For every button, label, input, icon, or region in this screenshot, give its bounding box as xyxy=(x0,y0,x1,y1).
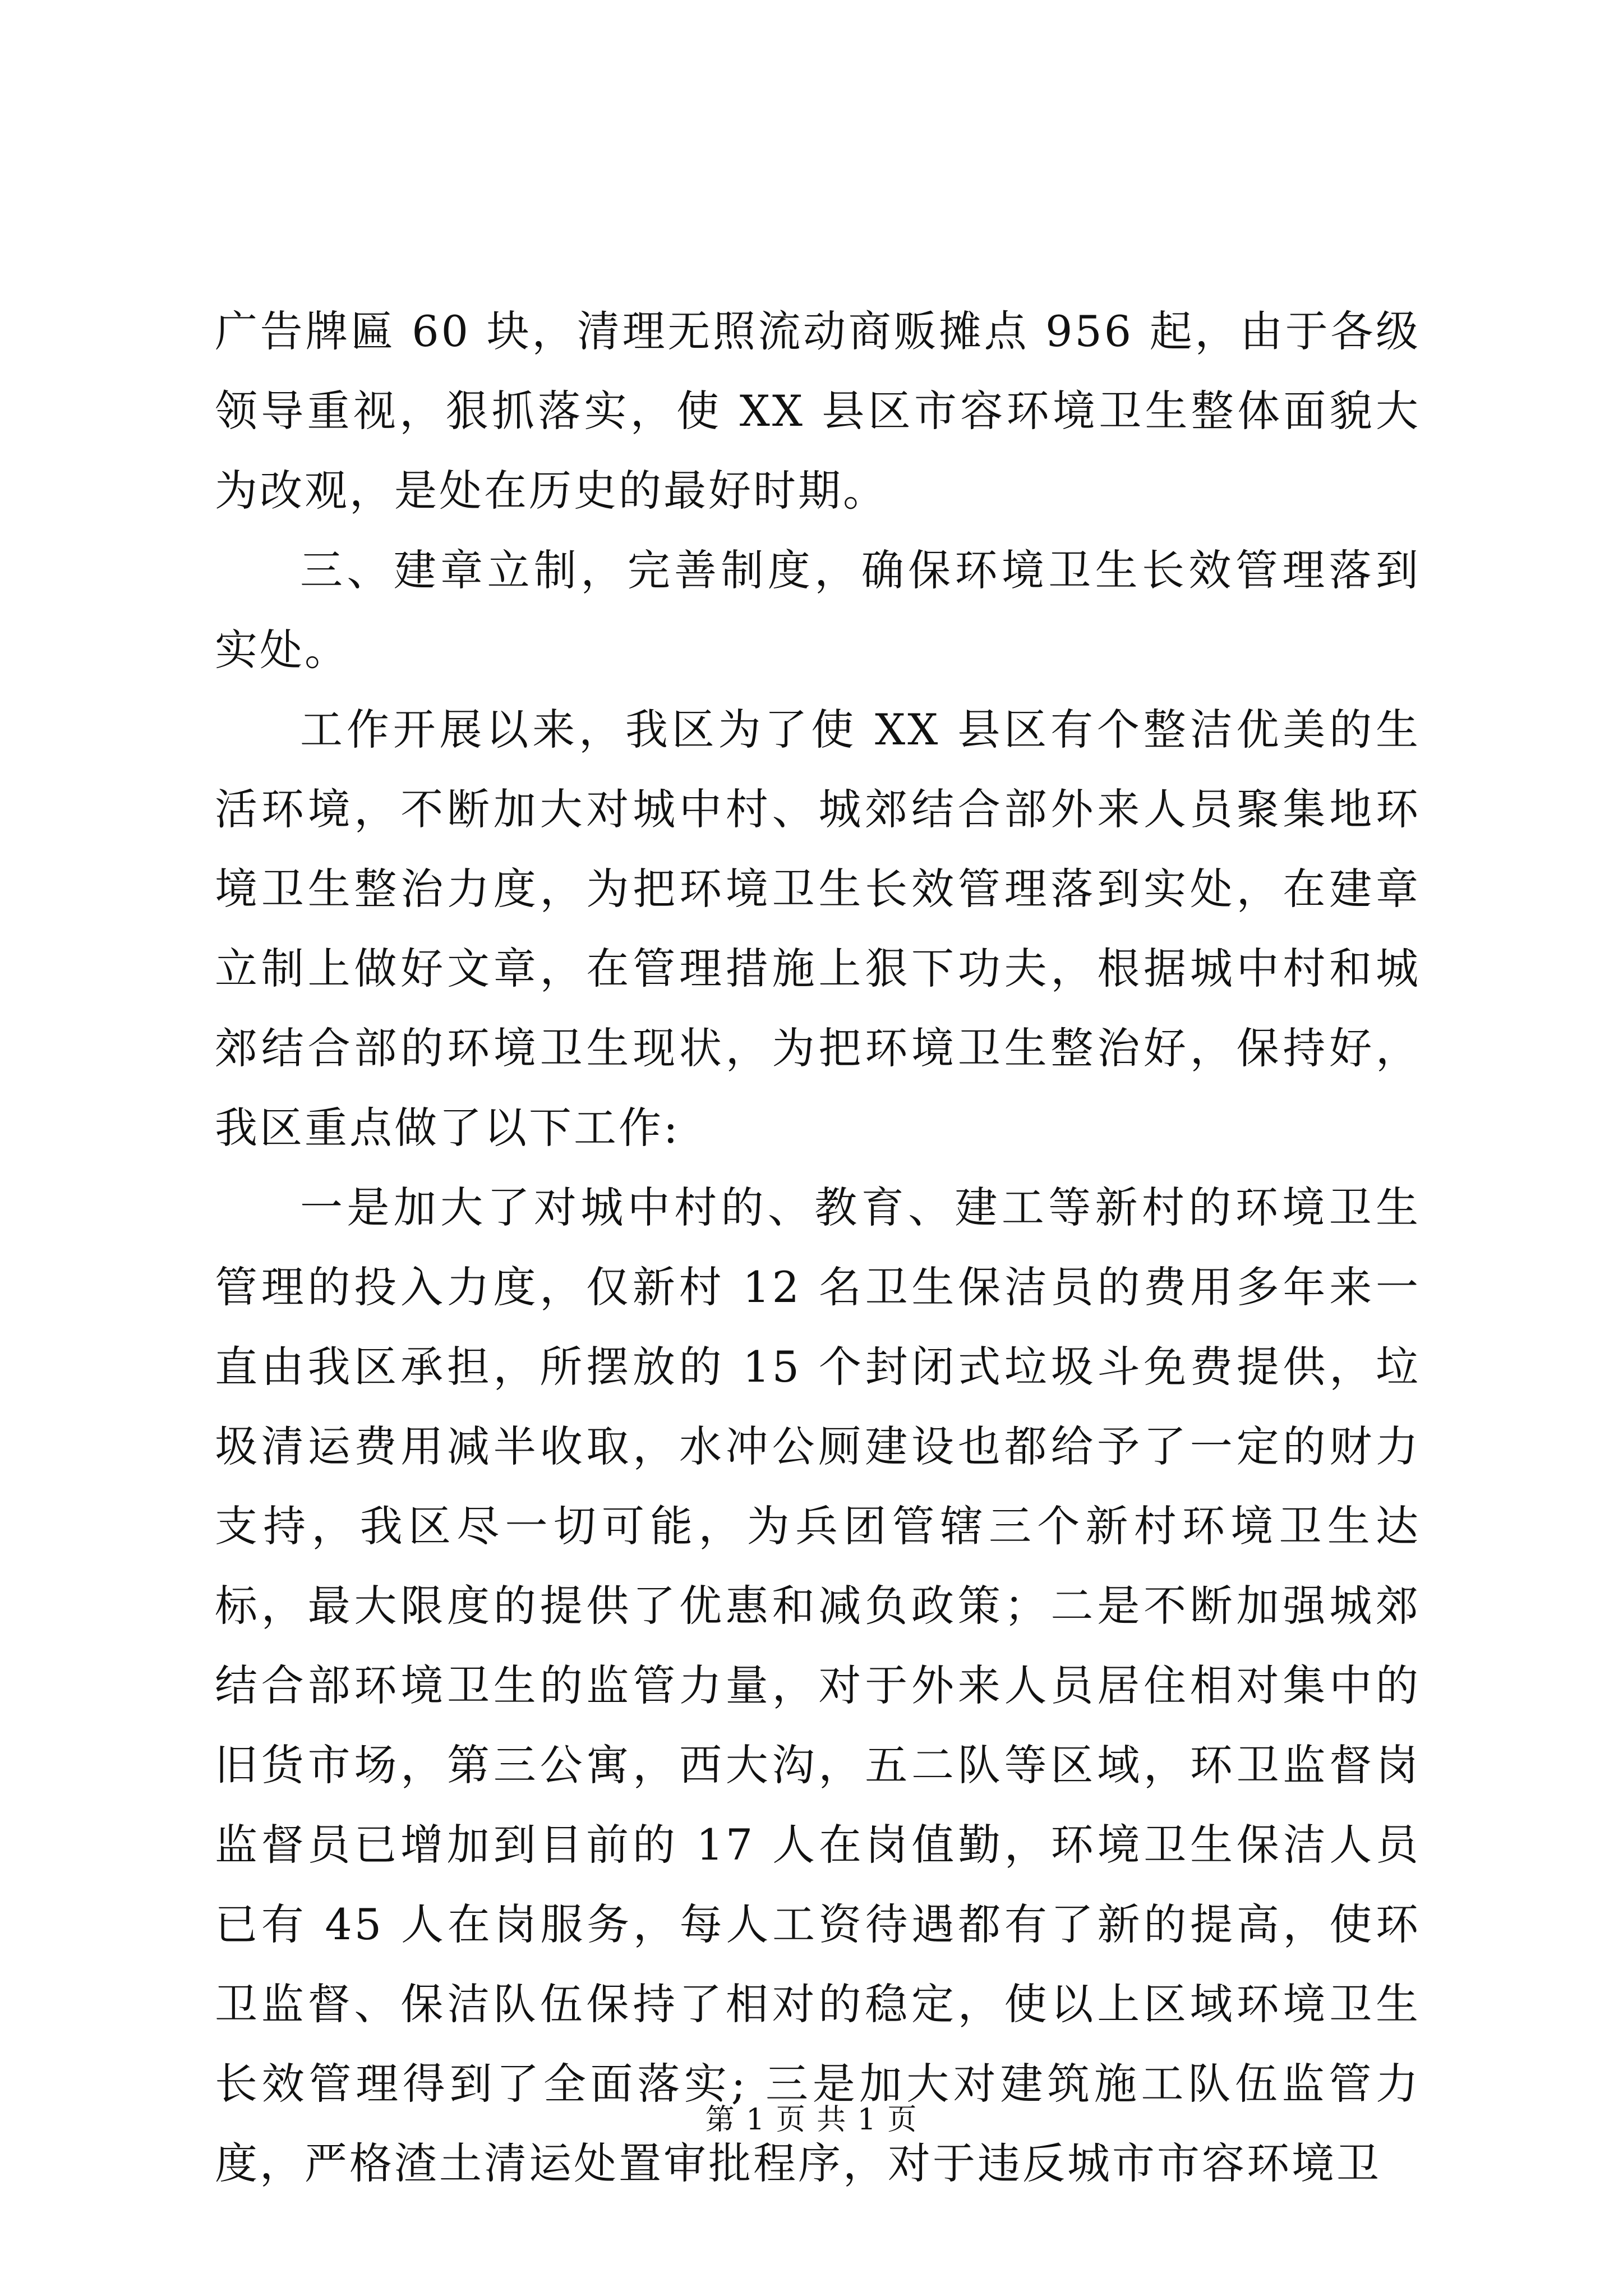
section-heading-three: 三、建章立制，完善制度，确保环境卫生长效管理落到实处。 xyxy=(215,545,1421,675)
paragraph-continuation: 广告牌匾 60 块，清理无照流动商贩摊点 956 起，由于各级领导重视，狠抓落实，使 XX 县区市容环境卫生整体面貌大为改观，是处在历史的最好时期。 xyxy=(215,306,1421,516)
page-footer: 第 1 页 共 1 页 xyxy=(705,2103,918,2137)
paragraph-work-details: 一是加大了对城中村的、教育、建工等新村的环境卫生管理的投入力度，仅新村 12 名卫生保洁员的费用多年来一直由我区承担，所摆放的 15 个封闭式垃圾斗免费提供，垃圾清运费用减半收取，水冲公厕建设也都给予了一定的财力支持，我区尽一切可能，为兵团管辖三个新村环境卫生达标，最大限度的提供了优惠和减负政策；二是不断加强城郊结合部环境卫生的监管力量，对于外来人员居住相对集中的旧货市场，第三公寓，西大沟，五二队等区域，环卫监督岗监督员已增加到目前的 17 人在岗值勤，环境卫生保洁人员已有 45 人在岗服务，每人工资待遇都有了新的提高，使环卫监督、保洁队伍保持了相对的稳定，使以上区域环境卫生长效管理得到了全面落实; 三是加大对建筑施工队伍监管力度，严格渣土清运处置审批程序，对于违反城市市容环境卫 xyxy=(215,1182,1421,2188)
paragraph-work-overview: 工作开展以来，我区为了使 XX 县区有个整洁优美的生活环境，不断加大对城中村、城郊结合部外来人员聚集地环境卫生整治力度，为把环境卫生长效管理落到实处，在建章立制上做好文章，在管理措施上狠下功夫，根据城中村和城郊结合部的环境卫生现状，为把环境卫生整治好，保持好，我区重点做了以下工作: xyxy=(215,705,1421,1153)
document-body xyxy=(215,292,1421,2203)
